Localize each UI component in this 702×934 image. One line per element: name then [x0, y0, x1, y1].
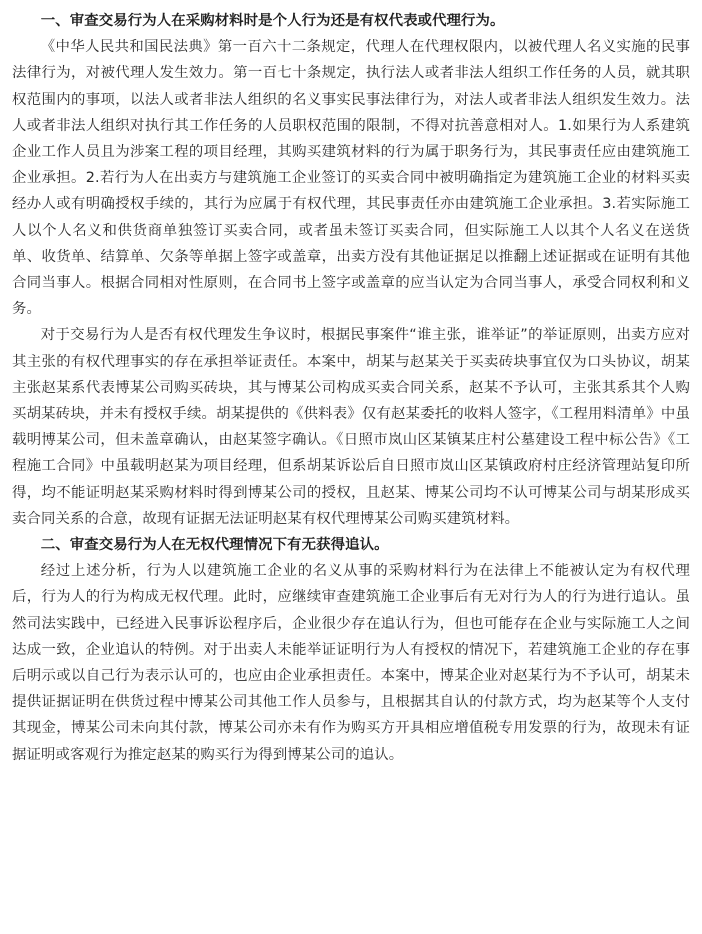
section-heading-2: 二、审查交易行为人在无权代理情况下有无获得追认。 [40, 537, 389, 554]
paragraph-burden-of-proof: 对于交易行为人是否有权代理发生争议时，根据民事案件“谁主张，谁举证”的举证原则，出卖方应对其主张的有权代理事实的存在承担举证责任。本案中，胡某与赵某关于买卖砖块事宜仅为口头协议，胡某主张赵某系代表博某公司购买砖块，其与博某公司构成买卖合同关系，赵某不予认可，主张其系其个人购买胡某砖块，并未有授权手续。胡某提供的《供料表》仅有赵某委托的收料人签字，《工程用料清单》中虽载明博某公司，但未盖章确认，由赵某签字确认。《日照市岚山区某镇某庄村公墓建设工程中标公告》《工程施工合同》中虽载明赵某为项目经理，但系胡某诉讼后自日照市岚山区某镇政府村庄经济管理站复印所得，均不能证明赵某采购材料时得到博某公司的授权，且赵某、博某公司均不认可博某公司与胡某形成买卖合同关系的合意，故现有证据无法证明赵某有权代理博某公司购买建筑材料。 [12, 327, 690, 527]
paragraph-civil-code: 《中华人民共和国民法典》第一百六十二条规定，代理人在代理权限内，以被代理人名义实施的民事法律行为，对被代理人发生效力。第一百七十条规定，执行法人或者非法人组织工作任务的人员，就其职权范围内的事项，以法人或者非法人组织的名义事实民事法律行为，对法人或者非法人组织发生效力。法人或者非法人组织对执行其工作任务的人员职权范围的限制，不得对抗善意相对人。1.如果行为人系建筑企业工作人员且为涉案工程的项目经理，其购买建筑材料的行为属于职务行为，其民事责任应由建筑施工企业承担。2.若行为人在出卖方与建筑施工企业签订的买卖合同中被明确指定为建筑施工企业的材料买卖经办人或有明确授权手续的，其行为应属于有权代理，其民事责任亦由建筑施工企业承担。3.若实际施工人以个人名义和供货商单独签订买卖合同，或者虽未签订买卖合同，但实际施工人以其个人名义在送货单、收货单、结算单、欠条等单据上签字或盖章，出卖方没有其他证据足以推翻上述证据或在证明有其他合同当事人。根据合同相对性原则，在合同书上签字或盖章的应当认定为合同当事人，承受合同权利和义务。 [12, 39, 690, 318]
paragraph-ratification: 经过上述分析，行为人以建筑施工企业的名义从事的采购材料行为在法律上不能被认定为有权代理后，行为人的行为构成无权代理。此时，应继续审查建筑施工企业事后有无对行为人的行为进行追认。虽然司法实践中，已经进入民事诉讼程序后，企业很少存在追认行为，但也可能存在企业与实际施工人之间达成一致，企业追认的特例。对于出卖人未能举证证明行为人有授权的情况下，若建筑施工企业的存在事后明示或以自己行为表示认可的，也应由企业承担责任。本案中，博某企业对赵某行为不予认可，胡某未提供证据证明在供货过程中博某公司其他工作人员参与，且根据其自认的付款方式，均为赵某等个人支付其现金，博某公司未向其付款，博某公司亦未有作为购买方开具相应增值税专用发票的行为，故现未有证据证明或客观行为推定赵某的购买行为得到博某公司的追认。 [12, 563, 690, 763]
section-heading-1: 一、审查交易行为人在采购材料时是个人行为还是有权代表或代理行为。 [40, 13, 505, 29]
